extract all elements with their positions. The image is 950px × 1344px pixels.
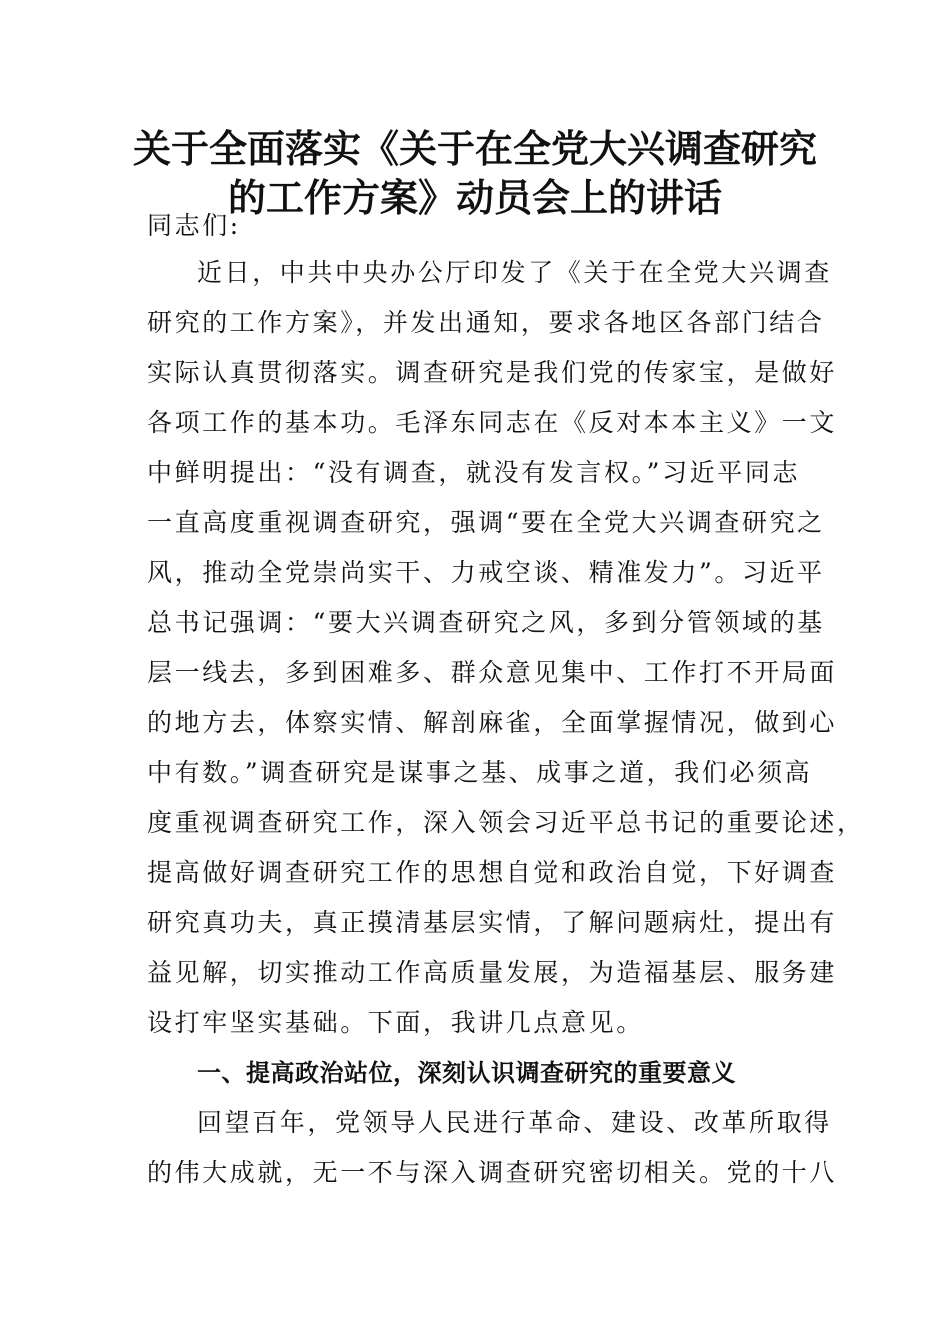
paragraph-line: 近日，中共中央办公厅印发了《关于在全党大兴调查 bbox=[197, 258, 832, 287]
salutation: 同志们: bbox=[147, 211, 241, 240]
paragraph-line: 中鲜明提出：“没有调查，就没有发言权。”习近平同志 bbox=[147, 458, 801, 487]
paragraph-line: 回望百年，党领导人民进行革命、建设、改革所取得 bbox=[197, 1108, 832, 1137]
paragraph-line: 实际认真贯彻落实。调查研究是我们党的传家宝，是做好 bbox=[147, 358, 838, 387]
paragraph-line: 设打牢坚实基础。下面，我讲几点意见。 bbox=[147, 1008, 644, 1037]
paragraph-line: 风，推动全党崇尚实干、力戒空谈、精准发力”。习近平 bbox=[147, 558, 825, 587]
paragraph-line: 益见解，切实推动工作高质量发展，为造福基层、服务建 bbox=[147, 958, 838, 987]
paragraph-line: 总书记强调：“要大兴调查研究之风，多到分管领域的基 bbox=[147, 608, 825, 637]
paragraph-line: 中有数。”调查研究是谋事之基、成事之道，我们必须高 bbox=[147, 758, 813, 787]
section-heading-1: 一、提高政治站位，深刻认识调查研究的重要意义 bbox=[197, 1059, 736, 1087]
paragraph-line: 研究的工作方案》，并发出通知，要求各地区各部门结合 bbox=[147, 308, 825, 337]
document-title-line-1: 关于全面落实《关于在全党大兴调查研究 bbox=[132, 126, 817, 171]
paragraph-line: 层一线去，多到困难多、群众意见集中、工作打不开局面 bbox=[147, 658, 838, 687]
paragraph-line: 研究真功夫，真正摸清基层实情，了解问题病灶，提出有 bbox=[147, 908, 838, 937]
paragraph-line: 度重视调查研究工作，深入领会习近平总书记的重要论述， bbox=[147, 808, 865, 837]
paragraph-line: 的地方去，体察实情、解剖麻雀，全面掌握情况，做到心 bbox=[147, 708, 838, 737]
paragraph-line: 各项工作的基本功。毛泽东同志在《反对本本主义》一文 bbox=[147, 408, 838, 437]
paragraph-line: 提高做好调查研究工作的思想自觉和政治自觉，下好调查 bbox=[147, 858, 838, 887]
paragraph-line: 的伟大成就，无一不与深入调查研究密切相关。党的十八 bbox=[147, 1158, 838, 1187]
document-title-line-2: 的工作方案》动员会上的讲话 bbox=[227, 175, 722, 220]
paragraph-line: 一直高度重视调查研究，强调“要在全党大兴调查研究之 bbox=[147, 508, 825, 537]
